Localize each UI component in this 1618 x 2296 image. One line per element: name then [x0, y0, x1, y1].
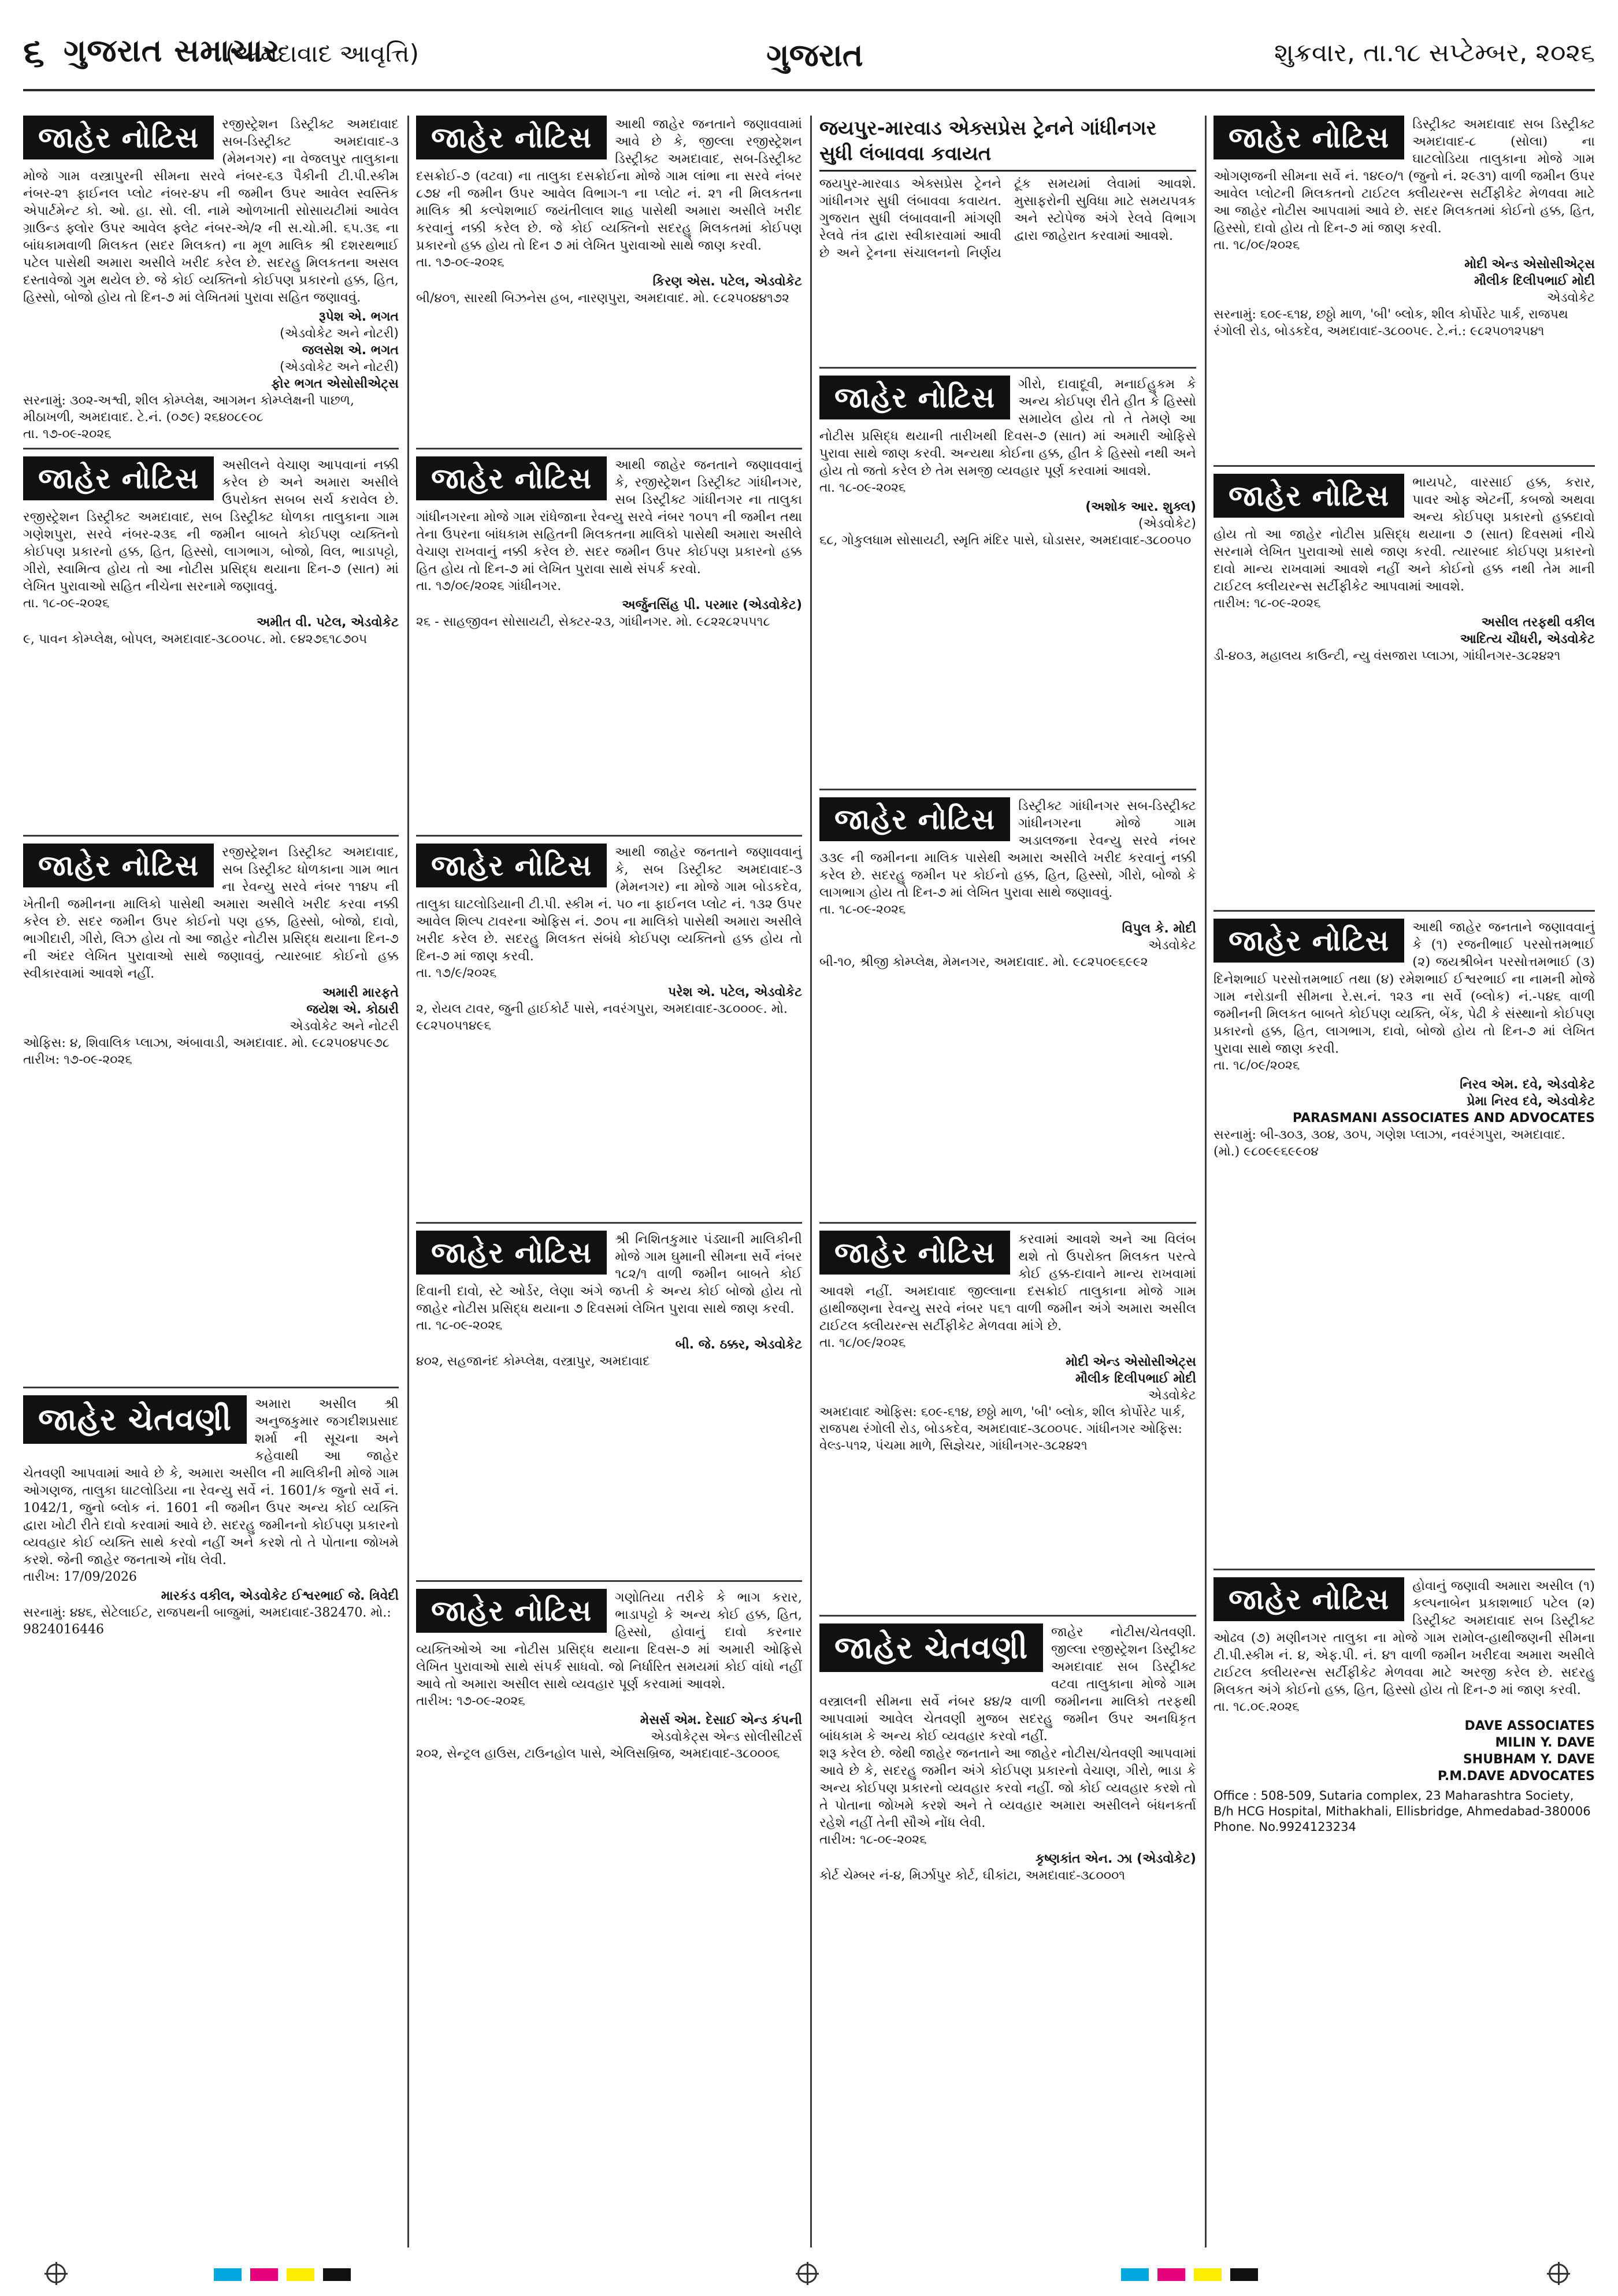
co-signer-name: (એડવોકેટ): [1138, 517, 1196, 531]
notice-heading: જાહેર નોટિસ: [819, 376, 1010, 419]
notice-address: ૯, પાવન કોમ્પ્લેક્ષ, બોપલ, અમદાવાદ-૩૮૦૦૫૮. મો. ૯૪૨૭૬૧૮૭૦૫: [23, 632, 368, 647]
notice-text: ગીરો, દાવાદૂવી, મનાઈહુકમ કે અન્ય કોઈપણ રીતે હીત કે હિસ્સો સમાયેલ હોય તો તે તેમણે આ નોટીસ પ્રસિદ્ધ થયાની તારીખથી દિવસ-૭ (સાત) માં અમારી ઓફિસે પુરાવા સાથે જાણ કરવી. અન્યથા કોઈના હક્ક, હીત કે હિસ્સો નથી અને હોય તો જતો કરેલ છે તેમ સમજી વ્યવહાર પૂર્ણ કરવામાં આવશે.: [819, 377, 1196, 478]
notice-12: [1214, 116, 1595, 456]
notice-signoff: [23, 614, 399, 631]
notice-heading: જાહેર નોટિસ: [23, 456, 214, 500]
notice-signoff: [416, 1336, 802, 1353]
signer-name: બી. જે. ઠક્કર, એડવોકેટ: [675, 1338, 802, 1352]
notice-heading: જાહેર નોટિસ: [416, 1231, 607, 1275]
signer-name: અમારી મારફતે: [322, 986, 399, 1000]
block-divider: [819, 1615, 1196, 1617]
signer-role: (એડવોકેટ અને નોટરી): [280, 326, 399, 341]
notice-5: [416, 456, 802, 826]
issue-date: શુક્રવાર, તા.૧૮ સપ્ટેમ્બર, ૨૦૨૬: [1274, 38, 1595, 68]
co-signer-name: આદિત્ય ચૌધરી, એડવોકેટ: [1460, 632, 1595, 647]
notice-text: આથી જાહેર જનતાને જણાવવાનું કે, સબ ડિસ્ટ્રીક્ટ અમદાવાદ-૩ (મેમનગર) ના મોજે ગામ બોડકદેવ, તાલુકા ઘાટલોડિયાની ટી.પી. સ્કીમ નં. ૫૦ ના ફાઈનલ પ્લોટ નં. ૧૩૨ ઉપર આવેલ શિલ્પ ટાવરના ઓફિસ નં. ૭૦૫ ના માલિકો પાસેથી અમારા અસીલે ખરીદ કરેલ છે. સદરહુ મિલકત સંબંધે કોઈપણ વ્યક્તિનો હક્ક હોય તો દિન-૭ માં જાણ કરવી.: [416, 845, 802, 964]
notice-text: આથી જાહેર જનતાને જણાવવાનું કે (૧) રજનીભાઈ પરસોત્તમભાઈ (૨) જયશ્રીબેન પરસોત્તમભાઈ (૩) દિનેશભાઈ પરસોત્તમભાઈ તથા (૪) રમેશભાઈ ઈશ્વરભાઈ ના નામની મોજે ગામ નરોડાની સીમના રે.સ.નં. ૧૨૩ ના સર્વે (બ્લોક) નં.-૫૪૬ વાળી જમીનની મિલકત બાબતે કોઈપણ વ્યક્તિ, બેંક, પેઢી કે સંસ્થાનો કોઈપણ પ્રકારનો હક્ક, હિત, લાગભાગ, દાવો, બોજો હોય તો દિન-૭ માં લેખિત પુરાવા સાથે જાણ કરવી.: [1214, 920, 1595, 1056]
signer-name: રૂપેશ એ. ભગત: [318, 310, 399, 324]
notice-4: [416, 116, 802, 439]
notice-text: ભાયપટે, વારસાઈ હક્ક, કરાર, પાવર ઓફ એટર્ની, કબજો અથવા અન્ય કોઈપણ પ્રકારનો હક્કદાવો હોય તો આ જાહેર નોટીસ પ્રસિદ્ધ થયાના ૭ (સાત) દિવસમાં નીચે સરનામે લેખિત પુરાવાઓ સાથે જાણ કરવી. ત્યારબાદ કોઈપણ પ્રકારનો દાવો માન્ય રાખવામાં આવશે નહીં અને કોઈનો હક્ક નથી તેમ માની ટાઈટલ ક્લીયરન્સ સર્ટીફીકેટ આપવામાં આવશે.: [1214, 475, 1595, 594]
co-signer-name: મૌલીક દિલીપભાઈ મોદી: [1075, 1372, 1196, 1386]
notice-heading: જાહેર નોટિસ: [23, 116, 214, 159]
notice-text: આથી જાહેર જનતાને જણાવવાનું કે, રજીસ્ટ્રેશન ડિસ્ટ્રીક્ટ ગાંધીનગર, સબ ડિસ્ટ્રીક્ટ ગાંધીનગર ના તાલુકા ગાંધીનગરના મોજે ગામ રાંધેજાના રેવન્યુ સરવે નંબર ૧૦૫૧ ની જમીન તથા તેના ઉપરના બાંધકામ સહિતની મિલકતના માલિકો પાસેથી અમારા અસીલે વેચાણ રાખવાનું નક્કી કરેલ છે. સદર જમીન ઉપર કોઈપણ પ્રકારનો હક્ક હિત હોય તો દિન-૭ માં લેખિત પુરાવા સાથે સંપર્ક કરવો.: [416, 458, 802, 577]
block-divider: [23, 1387, 399, 1388]
notice-date: તા. ૧૭-૦૯-૨૦૨૬: [416, 255, 504, 270]
notice-text: શ્રી નિશિતકુમાર પંડ્યાની માલિકીની મોજે ગામ ઘુમાની સીમના સર્વે નંબર ૧૮૨/૧ વાળી જમીન બાબતે કોઈ દિવાની દાવો, સ્ટે ઓર્ડર, લેણા અંગે જપ્તી કે અન્ય કોઈ બોજો હોય તો જાહેર નોટીસ પ્રસિદ્ધ થયાના ૭ દિવસમાં લેખિત પુરાવા સાથે જાણ કરવી.: [416, 1232, 802, 1316]
co-signer-name: જલસેશ એ. ભગત: [302, 343, 399, 358]
article-headline: જયપુર-મારવાડ એક્સપ્રેસ ટ્રેનને ગાંધીનગર સુધી લંબાવવા કવાયત: [819, 116, 1196, 172]
co-signer-role: એડવોકેટ: [1148, 1388, 1196, 1403]
notice-address: બી-૧૦, શ્રીજી કોમ્પ્લેક્ષ, મેમનગર, અમદાવાદ. મો. ૯૮૨૫૦૯૬૯૯૨: [819, 955, 1148, 969]
block-divider: [819, 367, 1196, 369]
signer-name: મારકંડ વકીલ, એડવોકેટ ઈશ્વરભાઈ જે. ત્રિવેદી: [161, 1589, 399, 1603]
notice-6: [416, 844, 802, 1213]
notice-address: અમદાવાદ ઓફિસ: ૬૦૯-૬૧૪, છઠ્ઠો માળ, 'બી' બ્લોક, શીલ કોર્પોરેટ પાર્ક, રાજપથ રંગોલી રોડ, બોડકદેવ, અમદાવાદ-૩૮૦૦૫૯. ગાંધીનગર ઓફિસ: વેલ્ડ-૫૧૨, પંચમા માળે, સિજ્ઞેચર, ગાંધીનગર-૩૮૨૪૨૧: [819, 1405, 1185, 1453]
co-signer-name: MILIN Y. DAVE: [1495, 1736, 1595, 1750]
notice-heading: જાહેર નોટિસ: [416, 456, 607, 500]
notice-date: તા. ૧૮-૦૯-૨૦૨૬: [819, 902, 906, 917]
signer-name: DAVE ASSOCIATES: [1464, 1719, 1595, 1733]
co-signer-role: SHUBHAM Y. DAVE: [1463, 1752, 1595, 1767]
notice-address: ૬૮, ગોકુલધામ સોસાયટી, સ્મૃતિ મંદિર પાસે, ઘોડાસર, અમદાવાદ-૩૮૦૦૫૦: [819, 533, 1192, 548]
notice-heading: જાહેર નોટિસ: [1214, 116, 1404, 159]
notice-signoff: [416, 984, 802, 1001]
warning-heading: જાહેર ચેતવણી: [23, 1395, 247, 1444]
black-swatch: [1230, 2268, 1258, 2281]
notice-text: અસીલને વેચાણ આપવાનાં નક્કી કરેલ છે અને અમારા અસીલે ઉપરોક્ત સબબ સર્ચ કરાવેલ છે. રજીસ્ટ્રેશન ડિસ્ટ્રીક્ટ અમદાવાદ, સબ ડિસ્ટ્રીક્ટ ધોળકા તાલુકાના ગામ ગણેશપુરા, સરવે નંબર-૨૩૬ ની જમીન બાબતે કોઈપણ વ્યક્તિનો કોઈપણ પ્રકારનો હક્ક, હિત, હિસ્સો, લાગભાગ, બોજો, વિલ, ભાડાપટ્ટો, ગીરો, સ્વામિત્વ હોય તો આ નોટીસ પ્રસિદ્ધ થયાના દિન-૭ (સાત) માં લેખિત પુરાવાઓ સહિત નીચેના સરનામે જણાવવું.: [23, 458, 399, 594]
column-divider: [1205, 116, 1207, 2247]
signer-name: કિરણ એસ. પટેલ, એડવોકેટ: [652, 274, 802, 289]
notice-text: ડિસ્ટ્રીક્ટ ગાંધીનગર સબ-ડિસ્ટ્રીક્ટ ગાંધીનગરના મોજે ગામ અડાલજના રેવન્યુ સરવે નંબર ૩૩૯ ની જમીનના માલિક પાસેથી અમારા અસીલે ખરીદ કરવાનું નક્કી કરેલ છે. સદરહુ જમીન પર કોઈનો હક્ક, હિત, હિસ્સો, ગીરો, બોજો કે લાગભાગ હોય તો દિન-૭ માં લેખિત પુરાવા સાથે જણાવવું.: [819, 798, 1196, 900]
notice-9: [819, 376, 1196, 780]
signer-name: અમીત વી. પટેલ, એડવોકેટ: [257, 615, 399, 630]
notice-2: [23, 456, 399, 826]
warning-signoff: [23, 1588, 399, 1604]
masthead: [23, 25, 1595, 101]
warning-date: તારીખ: 17/09/2026: [23, 1570, 137, 1584]
notice-heading: જાહેર નોટિસ: [416, 844, 607, 887]
news-article: [819, 116, 1196, 358]
section-title: ગુજરાત: [766, 37, 863, 73]
block-divider: [416, 1222, 802, 1224]
notice-address: ૨, રોયલ ટાવર, જુની હાઈકોર્ટ પાસે, નવરંગપુરા, અમદાવાદ-૩૮૦૦૦૯. મો. ૯૮૨૫૦૫૧૪૯૬: [416, 1002, 788, 1033]
co-signer-name: જયેશ એ. કોઠારી: [306, 1002, 399, 1017]
co-signer-role: એડવોકેટ: [1547, 291, 1595, 305]
notice-date: તા. ૧૮-૦૯-૨૦૨૬: [23, 596, 110, 611]
warning-address: સરનામું: ૪૪૬, સેટેલાઈટ, રાજપથની બાજુમાં, અમદાવાદ-382470. મો.: 9824016446: [23, 1606, 391, 1637]
notice-date: તારીખ: ૧૮-૦૯-૨૦૨૬: [1214, 596, 1321, 611]
notice-text: હોવાનું જણાવી અમારા અસીલ (૧) કલ્પનાબેન પ્રકાશભાઈ પટેલ (૨) ડિસ્ટ્રીક્ટ અમદાવાદ સબ ડિસ્ટ્રીક્ટ ઓઢવ (૭) મણીનગર તાલુકા ના મોજે ગામ રામોલ-હાથીજણની સીમના ટી.પી.સ્કીમ નં. ૪, એફ.પી. નં. ૪૧ વાળી જમીન ખરીદવા અમારા અસીલે ટાઈટલ ક્લીયરન્સ સર્ટીફીકેટ મેળવવા માટે અરજી કરેલ છે. સદરહુ મિલકત અંગે કોઈનો હક્ક, હિત, હિસ્સો હોય તો દિન-૭ માં જાણ કરવી.: [1214, 1578, 1595, 1697]
co-signer-name: એડવોકેટ: [1148, 938, 1196, 953]
warning-address: કોર્ટ ચેમ્બર નં-૪, મિર્ઝાપુર કોર્ટ, ઘીકાંટા, અમદાવાદ-૩૮૦૦૦૧: [819, 1868, 1126, 1883]
notice-text: રજીસ્ટ્રેશન ડિસ્ટ્રીક્ટ અમદાવાદ સબ-ડિસ્ટ્રીક્ટ અમદાવાદ-૩ (મેમનગર) ના વેજલપુર તાલુકાના મોજે ગામ વસ્ત્રાપુરની સીમના સરવે નંબર-૬૩ પૈકીની ટી.પી.સ્કીમ નંબર-૨૧ ફાઈનલ પ્લોટ નંબર-૪૫ ની જમીન ઉપર આવેલ સ્વસ્તિક એપાર્ટમેન્ટ કો. ઓ. હા. સો. લી. નામે ઓળખાતી સોસાયટીમાં આવેલ ગ્રાઉન્ડ ફ્લોર ઉપર આવેલ ફ્લેટ નંબર-એ/૨ ની સ.ચો.મી. ૬૫.૩૬ ના બાંધકામવાળી મિલકત (સદર મિલકત) ના મૂળ માલિક શ્રી દશરથભાઈ પટેલ પાસેથી અમારા અસીલે ખરીદ કરેલ છે. સદરહુ મિલકતના અસલ દસ્તાવેજો ગુમ થયેલ છે. જે કોઈ વ્યક્તિનો કોઈપણ પ્રકારનો હક્ક, હિત, હિસ્સો, બોજો હોય તો દિન-૭ માં લેખિતમાં પુરાવા સહિત જણાવવું.: [23, 117, 399, 305]
notice-date: તા. ૧૮/૦૯/૨૦૨૬: [819, 1336, 906, 1350]
notice-address: સરનામું: ૩૦૨-અશ્વી, શીલ કોમ્પ્લેક્ષ, આગમન કોમ્પ્લેક્ષની પાછળ, મીઠાખળી, અમદાવાદ. ટે.નં. (૦૭૯) ૨૬૪૦૮૯૦૮: [23, 393, 354, 425]
signer-name: કૃષ્ણકાંત એન. ઝા (એડવોકેટ): [1036, 1852, 1196, 1866]
notice-date: તારીખ: ૧૭-૦૯-૨૦૨૬: [416, 1694, 525, 1708]
notice-heading: જાહેર નોટિસ: [416, 1589, 607, 1633]
block-divider: [416, 1580, 802, 1582]
notice-date: તા. ૧૮-૦૯-૨૦૨૬: [819, 481, 906, 495]
block-divider: [23, 448, 399, 449]
yellow-swatch: [1194, 2268, 1222, 2281]
notice-heading: જાહેર નોટિસ: [1214, 1577, 1404, 1621]
registration-mark-icon: [46, 2264, 66, 2283]
warning-text: જાહેર નોટીસ/ચેતવણી. જીલ્લા રજીસ્ટ્રેશન ડિસ્ટ્રીક્ટ અમદાવાદ સબ ડિસ્ટ્રીક્ટ વટવા તાલુકાના મોજે ગામ વસ્ત્રાલની સીમના સર્વે નંબર ૪૪/૨ વાળી જમીનના માલિકો તરફથી આપવામાં આવેલ ચેતવણી મુજબ સદરહુ જમીન ઉપર અનધિકૃત બાંધકામ કે અન્ય કોઈ વ્યવહાર કરવો નહીં.: [819, 1625, 1196, 1744]
notice-address: સરનામું: ૬૦૯-૬૧૪, છઠ્ઠો માળ, 'બી' બ્લોક, શીલ કોર્પોરેટ પાર્ક, રાજપથ રંગોલી રોડ, બોડકદેવ, અમદાવાદ-૩૮૦૦૫૯. ટે.નં.: ૯૮૨૫૦૧૨૫૪૧: [1214, 307, 1568, 339]
notice-8: [416, 1589, 802, 2245]
notice-signoff: [416, 273, 802, 290]
co-signer-name: એડવોકેટ્સ એન્ડ સોલીસીટર્સ: [651, 1730, 802, 1744]
registration-mark-icon: [1549, 2264, 1568, 2283]
notice-address: બી/૪૦૧, સારથી બિઝનેસ હબ, નારણપુરા, અમદાવાદ. મો. ૯૮૨૫૦૪૪૧૭૨: [416, 291, 790, 306]
warning-signoff: [819, 1851, 1196, 1867]
notice-address: ૨૦૨, સેન્ટ્રલ હાઉસ, ટાઉનહોલ પાસે, એલિસબ્રિજ, અમદાવાદ-૩૮૦૦૦૬: [416, 1747, 780, 1761]
notice-text: રજીસ્ટ્રેશન ડિસ્ટ્રીક્ટ અમદાવાદ, સબ ડિસ્ટ્રીક્ટ ધોળકાના ગામ ભાત ના રેવન્યુ સરવે નંબર ૧૧૪૫ ની ખેતીની જમીનના માલિકો પાસેથી અમારા અસીલે ખરીદ કરવા નક્કી કરેલ છે. સદર જમીન ઉપર કોઈનો પણ હક્ક, હિસ્સો, બોજો, દાવો, ભાગીદારી, ગીરો, લિઝ હોય તો આ જાહેર નોટીસ પ્રસિદ્ધ થયાના દિન-૭ ની અંદર લેખિત પુરાવાઓ સાથે જણાવવું, ત્યારબાદ કોઈનો હક્ક સ્વીકારવામાં આવશે નહીં.: [23, 845, 399, 981]
signer-name: મોદી એન્ડ એસોસીએટ્સ: [1464, 257, 1595, 272]
article-text: જયપુર-મારવાડ એક્સપ્રેસ ટ્રેનને ગાંધીનગર સુધી લંબાવવા કવાયત. ગુજરાત સુધી લંબાવવાની માંગણી રેલવે તંત્ર દ્વારા સ્વીકારવામાં આવી છે અને ટ્રેનના સંચાલનનો નિર્ણય ટૂંક સમયમાં લેવામાં આવશે. મુસાફરોની સુવિધા માટે સમયપત્રક અને સ્ટોપેજ અંગે રેલવે વિભાગ દ્વારા જાહેરાત કરવામાં આવશે.: [819, 176, 1196, 261]
signer-name: (અશોક આર. શુક્લ): [1085, 500, 1196, 514]
notice-signoff: [819, 499, 1196, 532]
notice-heading: જાહેર નોટિસ: [819, 797, 1010, 841]
signer-name: પરેશ એ. પટેલ, એડવોકેટ: [667, 985, 802, 1000]
notice-text: આથી જાહેર જનતાને જણાવવામાં આવે છે કે, જીલ્લા રજીસ્ટ્રેશન ડિસ્ટ્રીક્ટ અમદાવાદ, સબ-ડિસ્ટ્રીક્ટ દસક્રોઈ-૭ (વટવા) ના તાલુકા દસક્રોઈના મોજે ગામ લાંભા ના સરવે નંબર ૮૭૪ ની જમીન ઉપર આવેલ વિભાગ-૧ ના પ્લોટ નં. ૨૧ ની મિલકતના માલિક શ્રી કલ્પેશભાઈ જયંતીલાલ શાહ પાસેથી અમારા અસીલે ખરીદ કરવાનું નક્કી કરેલ છે. જે કોઈ વ્યક્તિનો સદરહુ મિલકતમાં કોઈપણ પ્રકારનો હક્ક હોય તો દિન ૭ માં લેખિત પુરાવાઓ સાથે જાણ કરવી.: [416, 117, 802, 253]
signer-name: મોદી એન્ડ એસોસીએટ્સ: [1066, 1355, 1196, 1369]
notice-7: [416, 1231, 802, 1571]
block-divider: [416, 835, 802, 837]
block-divider: [1214, 910, 1595, 912]
warning-1: [23, 1395, 399, 2245]
notice-date: તા. ૧૮.૦૯.૨૦૨૬: [1214, 1700, 1300, 1714]
column-divider: [407, 116, 409, 2247]
block-divider: [819, 789, 1196, 790]
notice-13: [1214, 474, 1595, 901]
notice-date: તારીખ: ૧૭-૦૯-૨૦૨૬: [23, 1053, 132, 1067]
magenta-swatch: [250, 2268, 278, 2281]
co-signer-role: એડવોકેટ અને નોટરી: [290, 1019, 399, 1034]
block-divider: [1214, 465, 1595, 467]
notice-signoff: [23, 984, 399, 1035]
notice-signoff: [416, 597, 802, 614]
notice-date: તા. ૧૮/૦૯/૨૦૨૬: [1214, 1058, 1300, 1073]
notice-heading: જાહેર નોટિસ: [1214, 919, 1404, 963]
notice-date: તા. ૧૭/૦૯/૨૦૨૬ ગાંધીનગર.: [416, 579, 562, 593]
notice-signoff: [1214, 1076, 1595, 1127]
edition-label: (અમદાવાદ આવૃત્તિ): [225, 39, 419, 68]
notice-signoff: [1214, 256, 1595, 306]
warning-text-continued: શરૂ કરેલ છે. જેથી જાહેર જનતાને આ જાહેર નોટીસ/ચેતવણી આપવામાં આવે છે કે, સદરહુ જમીન અંગે કોઈપણ પ્રકારનો વેચાણ, ગીરો, ભાડા કે અન્ય કોઈપણ પ્રકારનો વ્યવહાર કરવો નહીં. જો કોઈ વ્યવહાર કરશે તો તે પોતાના જોખમે કરશે અને તે વ્યવહાર અમારા અસીલને બંધનકર્તા રહેશે નહીં તેની સૌએ નોંધ લેવી.: [819, 1746, 1196, 1830]
firm-name: P.M.DAVE ADVOCATES: [1437, 1769, 1595, 1784]
notice-10: [819, 797, 1196, 1213]
notice-signoff: [819, 920, 1196, 954]
notice-heading: જાહેર નોટિસ: [819, 1231, 1010, 1275]
signer-name: મેસર્સ એમ. દેસાઈ એન્ડ કંપની: [640, 1713, 802, 1727]
notice-11: [819, 1231, 1196, 1606]
signer-name: વિપુલ કે. મોદી: [1122, 922, 1196, 936]
block-divider: [1214, 1569, 1595, 1570]
notice-address: ઓફિસ: ૪, શિવાલિક પ્લાઝા, અંબાવાડી, અમદાવાદ. મો. ૯૮૨૫૦૪૫૯૭૮: [23, 1036, 390, 1050]
co-signer-role: (એડવોકેટ અને નોટરી): [280, 360, 399, 374]
notice-address: ૪૦૨, સહજાનંદ કોમ્પ્લેક્ષ, વસ્ત્રાપુર, અમદાવાદ: [416, 1354, 650, 1369]
notice-date: તા. ૧૮/૦૯/૨૦૨૬: [1214, 238, 1300, 252]
color-swatches: [214, 2268, 357, 2281]
co-signer-name: મૌલીક દિલીપભાઈ મોદી: [1474, 274, 1595, 288]
notice-signoff: [23, 309, 399, 392]
newspaper-name: ગુજરાત સમાચાર: [64, 32, 280, 69]
cyan-swatch: [214, 2268, 242, 2281]
warning-heading: જાહેર ચેતવણી: [819, 1623, 1043, 1672]
column-divider: [810, 116, 812, 2247]
black-swatch: [323, 2268, 351, 2281]
warning-date: તારીખ: ૧૮-૦૯-૨૦૨૬: [819, 1833, 927, 1847]
notice-15: [1214, 1577, 1595, 2245]
color-swatches: [1121, 2268, 1264, 2281]
block-divider: [23, 835, 399, 837]
yellow-swatch: [287, 2268, 314, 2281]
notice-address: Office : 508-509, Sutaria complex, 23 Maharashtra Society, B/h HCG Hospital, Mithakhali, Ellisbridge, Ahmedabad-380006 Phone. No.9924123234: [1214, 1789, 1591, 1834]
notice-1: [23, 116, 399, 439]
notice-text: ડિસ્ટ્રીક્ટ અમદાવાદ સબ ડિસ્ટ્રીક્ટ અમદાવાદ-૮ (સોલા) ના ઘાટલોડિયા તાલુકાના મોજે ગામ ઓગણજની સીમના સર્વે નં. ૧૪૯૦/૧ (જુનો નં. ૨૯૩૧) વાળી જમીન ઉપર આવેલ પ્લોટની મિલકતનો ટાઈટલ ક્લીયરન્સ સર્ટીફીકેટ મેળવવા માટે આ જાહેર નોટીસ આપવામાં આવે છે. સદર મિલકતમાં કોઈનો હક્ક, હિત, હિસ્સો, દાવો હોય તો દિન-૭ માં જાણ કરવી.: [1214, 117, 1595, 236]
notice-signoff: [819, 1354, 1196, 1404]
cyan-swatch: [1121, 2268, 1149, 2281]
firm-name: ફોર ભગત એસોસીએટ્સ: [271, 377, 399, 391]
signer-name: અસીલ તરફથી વકીલ: [1481, 615, 1595, 630]
notice-address: ૨૬ - સાહજીવન સોસાયટી, સેક્ટર-૨૩, ગાંધીનગર. મો. ૯૮૨૨૮૨૫૫૧૮: [416, 615, 770, 629]
signer-name: નિરવ એમ. દવે, એડવોકેટ: [1460, 1078, 1595, 1092]
warning-text: અમારા અસીલ શ્રી અનુજકુમાર જગદીશપ્રસાદ શર્મા ની સૂચના અને કહેવાથી આ જાહેર ચેતવણી આપવામાં આવે છે કે, અમારા અસીલ ની માલિકીની મોજે ગામ ઓગણજ, તાલુકા ઘાટલોડિયા ના રેવન્યુ સર્વે નં. 1601/ક જુનો સર્વે નં. 1042/1, જુનો બ્લોક નં. 1601 ની જમીન ઉપર અન્ય કોઈ વ્યક્તિ દ્વારા ખોટી રીતે દાવો કરવામાં આવે છે. સદરહુ જમીનનો કોઈપણ પ્રકારનો વ્યવહાર કોઈ વ્યક્તિ સાથે કરવો નહીં અને કરશે તો તે પોતાના જોખમે કરશે. જેની જાહેર જનતાએ નોંધ લેવી.: [23, 1396, 399, 1567]
signer-name: અર્જુનસિંહ પી. પરમાર (એડવોકેટ): [622, 598, 802, 612]
notice-date: તા. ૧૭/૯/૨૦૨૬: [416, 966, 497, 980]
registration-mark-icon: [797, 2264, 817, 2283]
block-divider: [819, 1222, 1196, 1224]
notice-text: કરવામાં આવશે અને આ વિલંબ થશે તો ઉપરોક્ત મિલકત પરત્વે કોઈ હક્ક-દાવાને માન્ય રાખવામાં આવશે નહીં. અમદાવાદ જીલ્લાના દસક્રોઈ તાલુકાના મોજે ગામ હાથીજણના રેવન્યુ સરવે નંબર ૫૬૧ વાળી જમીન અંગે અમારા અસીલ ટાઈટલ ક્લીયરન્સ સર્ટીફીકેટ મેળવવા માંગે છે.: [819, 1232, 1196, 1333]
page-number: ૬: [23, 30, 44, 75]
notice-14: [1214, 919, 1595, 1560]
notice-3: [23, 844, 399, 1381]
masthead-rule: [23, 89, 1595, 91]
notice-date: તા. ૧૭-૦૯-૨૦૨૬: [23, 427, 112, 439]
notice-signoff: [416, 1712, 802, 1745]
firm-name: PARASMANI ASSOCIATES AND ADVOCATES: [1292, 1111, 1595, 1125]
notice-date: તા. ૧૮-૦૯-૨૦૨૬: [416, 1318, 503, 1333]
notice-heading: જાહેર નોટિસ: [23, 844, 214, 887]
notice-signoff: [1214, 614, 1595, 648]
notice-text: ગણોતિયા તરીકે કે ભાગ કરાર, ભાડાપટ્ટો કે અન્ય કોઈ હક્ક, હિત, હિસ્સો, હોવાનું દાવો કરનાર વ્યક્તિઓએ આ નોટીસ પ્રસિદ્ધ થયાના દિવસ-૭ માં અમારી ઓફિસે લેખિત પુરાવાઓ સાથે સંપર્ક સાધવો. જો નિર્ધારિત સમયમાં કોઈ વાંધો નહીં આવે તો અમારા અસીલ સાથે વ્યવહાર પૂર્ણ કરવામાં આવશે.: [416, 1590, 802, 1692]
notice-signoff: [1214, 1718, 1595, 1785]
warning-2: [819, 1623, 1196, 2245]
magenta-swatch: [1157, 2268, 1185, 2281]
notice-heading: જાહેર નોટિસ: [416, 116, 607, 159]
notice-heading: જાહેર નોટિસ: [1214, 474, 1404, 518]
print-color-bar: [23, 2264, 1595, 2287]
block-divider: [416, 448, 802, 449]
co-signer-name: પ્રેમા નિરવ દવે, એડવોકેટ: [1467, 1094, 1595, 1109]
notice-address: ડી-૪૦૩, મહાલય કાઉન્ટી, ન્યુ વંસજારા પ્લાઝા, ગાંધીનગર-૩૮૨૪૨૧: [1214, 649, 1561, 663]
notice-address: સરનામું: બી-૩૦૩, ૩૦૪, ૩૦૫, ગણેશ પ્લાઝા, નવરંગપુરા, અમદાવાદ. (મો.) ૯૮૦૯૯૬૯૯૦૪: [1214, 1128, 1565, 1159]
